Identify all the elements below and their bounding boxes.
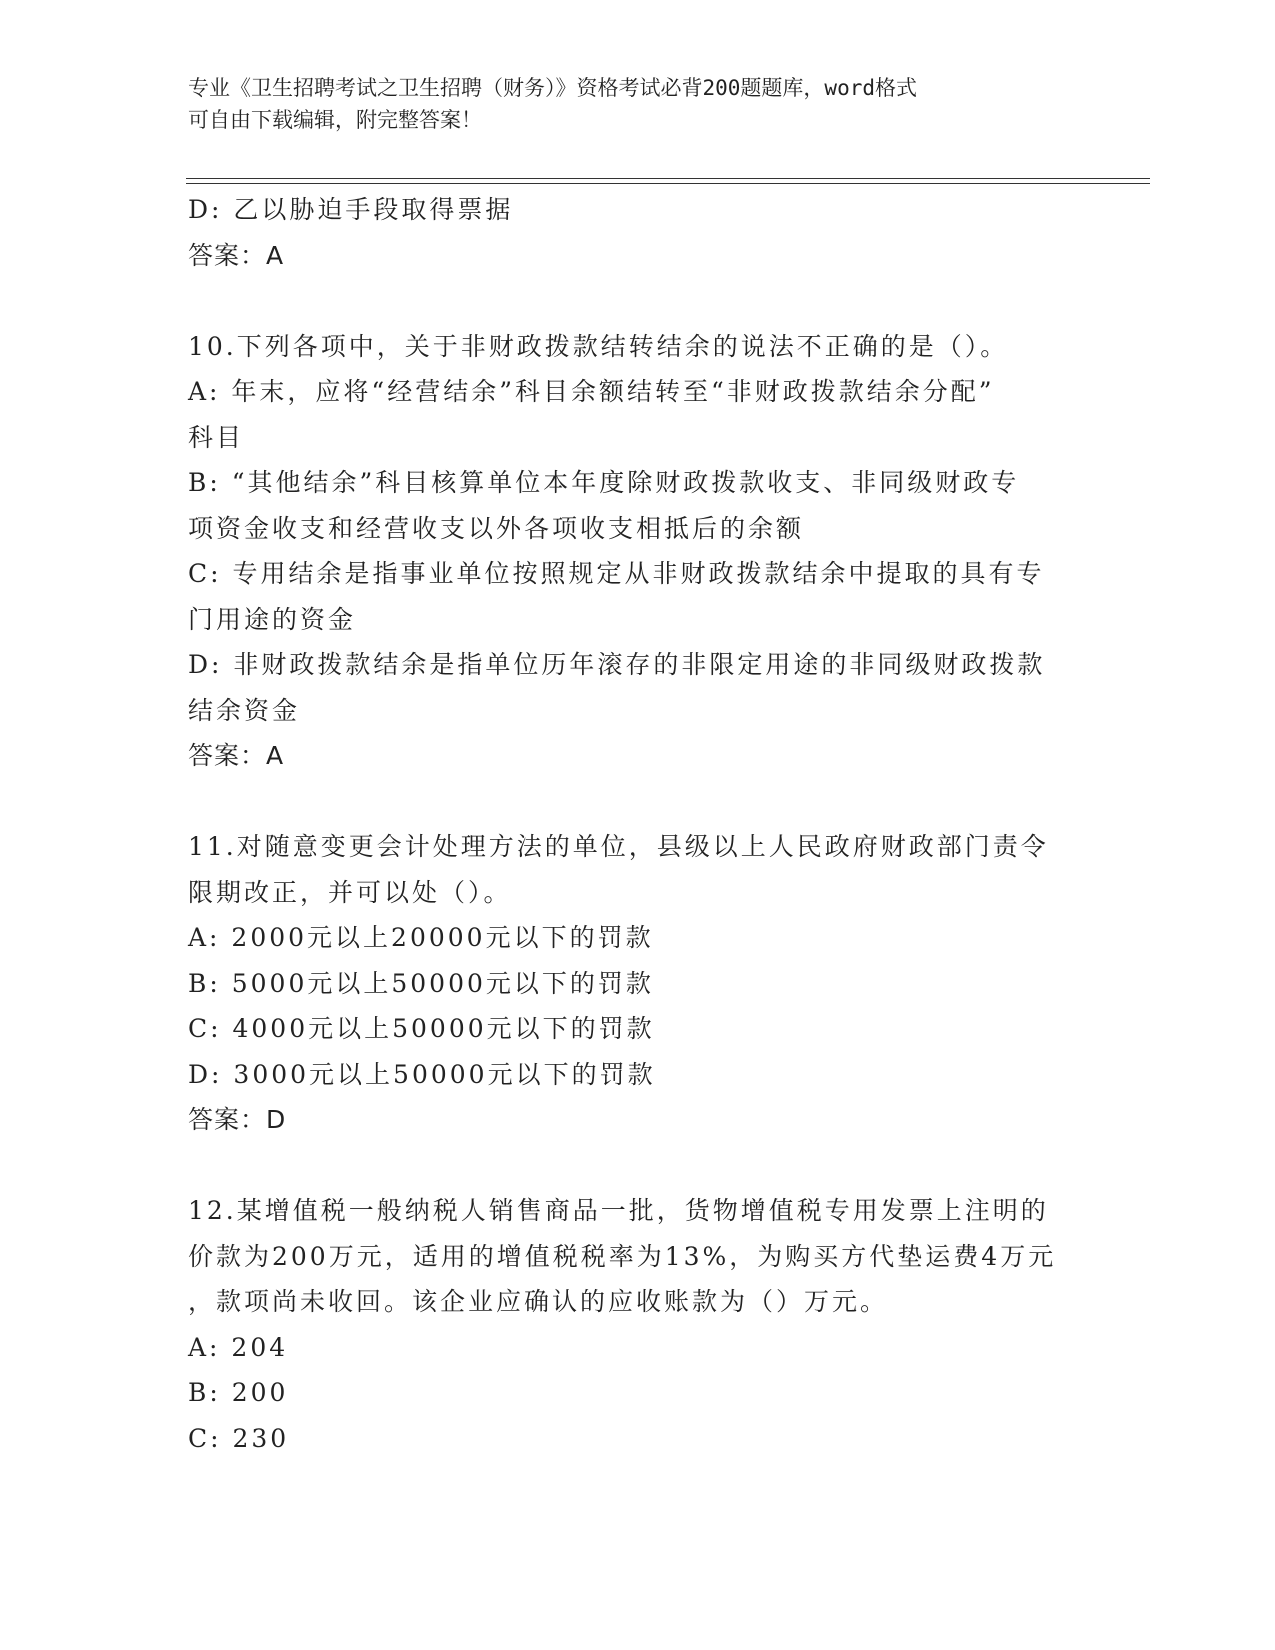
q11-stem-cont: 限期改正，并可以处（）。 [188,877,512,907]
q10-stem: 10.下列各项中，关于非财政拨款结转结余的说法不正确的是（）。 [188,331,1009,361]
q10-option-a-cont: 科目 [188,422,245,452]
q12-option-b: B: 200 [188,1378,289,1407]
q9-answer: 答案：A [188,240,285,270]
q11-option-d: D: 3000元以上50000元以下的罚款 [188,1059,656,1089]
question-content [188,187,1078,1461]
header-divider-top [186,178,1150,179]
q12-stem-cont: 价款为200万元，适用的增值税税率为13%，为购买方代垫运费4万元 [188,1241,1057,1271]
q10-answer: 答案：A [188,741,285,770]
q11-option-a: A: 2000元以上20000元以下的罚款 [188,923,654,952]
q11-stem: 11.对随意变更会计处理方法的单位，县级以上人民政府财政部门责令 [188,832,1049,861]
q12-stem: 12.某增值税一般纳税人销售商品一批，货物增值税专用发票上注明的 [188,1196,1049,1225]
header-divider-bottom [186,183,1150,184]
q12-option-a: A: 204 [188,1332,289,1362]
q11-option-b: B: 5000元以上50000元以下的罚款 [188,968,654,998]
header-title-line-1: 专业《卫生招聘考试之卫生招聘（财务）》资格考试必背200题题库，word格式 [188,76,917,100]
q12-stem-cont-2: ，款项尚未收回。该企业应确认的应收账款为（）万元。 [188,1287,889,1316]
q10-option-c: C: 专用结余是指事业单位按照规定从非财政拨款结余中提取的具有专 [188,559,1045,588]
spacer [188,278,1078,324]
q12-option-c: C: 230 [188,1423,290,1453]
q10-option-d-cont: 结余资金 [188,695,301,725]
spacer [188,1143,1078,1189]
q10-option-b-cont: 项资金收支和经营收支以外各项收支相抵后的余额 [188,513,805,543]
q10-option-b: B: “其他结余”科目核算单位本年度除财政拨款收支、非同级财政专 [188,468,1020,497]
q10-option-d: D: 非财政拨款结余是指单位历年滚存的非限定用途的非同级财政拨款 [188,650,1046,679]
q10-option-c-cont: 门用途的资金 [188,604,357,634]
document-header [188,72,1068,136]
header-title-line-2: 可自由下载编辑，附完整答案！ [188,108,482,132]
q9-option-d: D: 乙以胁迫手段取得票据 [188,195,514,224]
q11-option-c: C: 4000元以上50000元以下的罚款 [188,1014,655,1043]
spacer [188,779,1078,825]
q11-answer: 答案：D [188,1105,287,1134]
q10-option-a: A: 年末，应将“经营结余”科目余额结转至“非财政拨款结余分配” [188,377,995,406]
